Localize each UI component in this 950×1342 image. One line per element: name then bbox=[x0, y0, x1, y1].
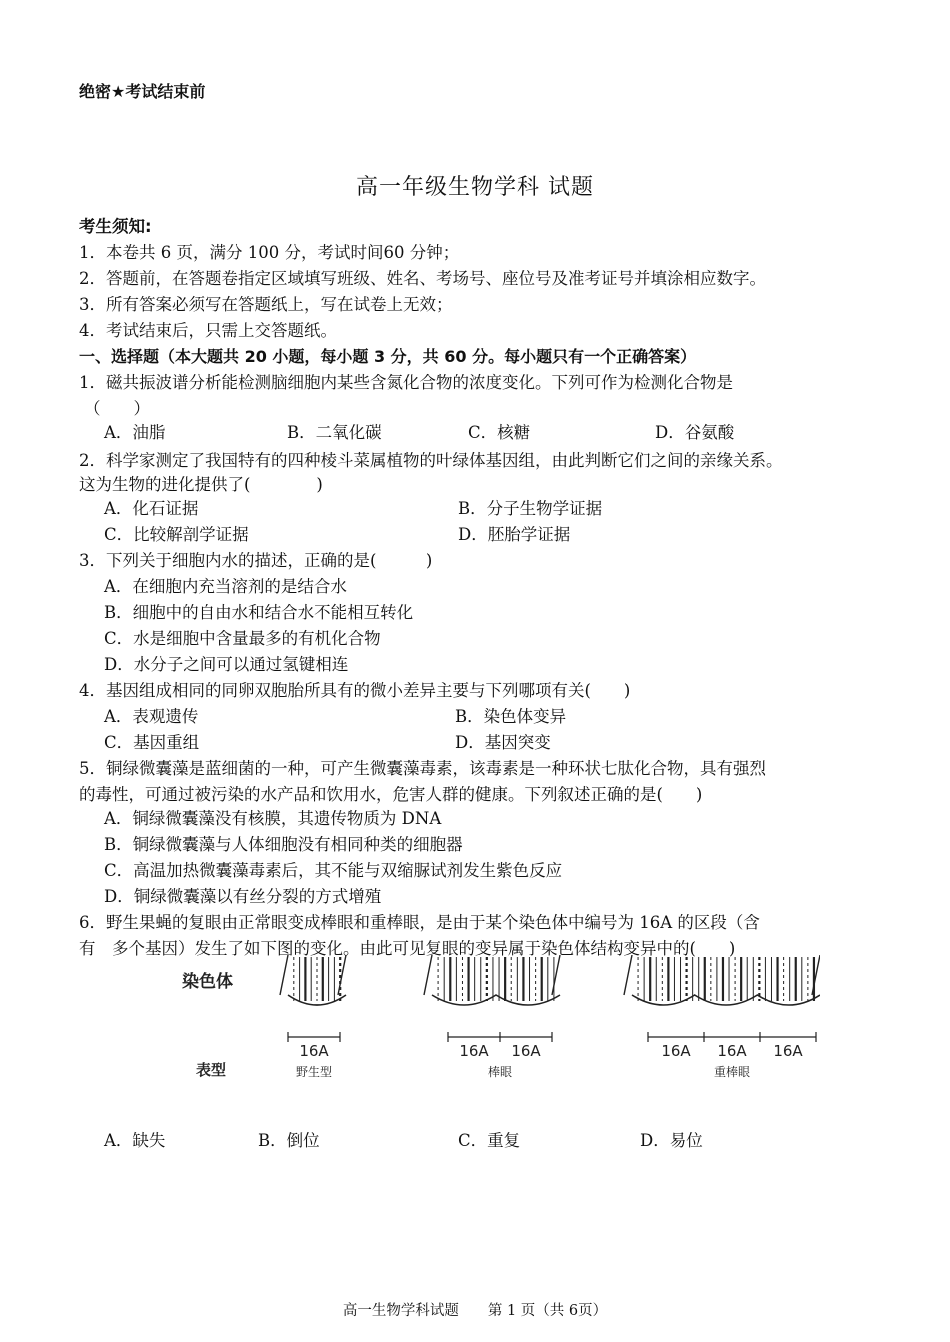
q1-option-a: A．油脂 bbox=[104, 423, 166, 442]
q2-option-b: B．分子生物学证据 bbox=[458, 499, 603, 518]
q6-option-a: A．缺失 bbox=[104, 1131, 166, 1150]
q1-option-c: C．核糖 bbox=[468, 423, 531, 442]
scale-bar-eye bbox=[448, 1032, 552, 1042]
phenotype-bar-eye: 棒眼 bbox=[487, 1065, 513, 1079]
question-2-stem-cont: 这为生物的进化提供了( ) bbox=[79, 475, 323, 494]
question-4-stem: 4．基因组成相同的同卵双胞胎所具有的微小差异主要与下列哪项有关( ) bbox=[79, 681, 631, 700]
q2-option-a: A．化石证据 bbox=[104, 499, 199, 518]
confidential-mark: 绝密★考试结束前 bbox=[79, 82, 206, 101]
question-1-paren: （ ） bbox=[84, 399, 150, 418]
segment-label-16a: 16A bbox=[511, 1042, 541, 1060]
page-footer: 高一生物学科试题 第 1 页（共 6页） bbox=[342, 1303, 608, 1319]
notice-item: 4．考试结束后，只需上交答题纸。 bbox=[79, 321, 337, 340]
scale-wild-type bbox=[288, 1032, 340, 1042]
q1-option-d: D．谷氨酸 bbox=[655, 423, 735, 442]
q6-option-c: C．重复 bbox=[458, 1131, 521, 1150]
q1-option-b: B．二氧化碳 bbox=[287, 423, 382, 442]
chromosome-figure bbox=[180, 955, 820, 1090]
q4-option-d: D．基因突变 bbox=[455, 733, 551, 752]
notice-item: 3．所有答案必须写在答题纸上，写在试卷上无效； bbox=[79, 295, 453, 314]
question-6-stem: 6．野生果蝇的复眼由正常眼变成棒眼和重棒眼，是由于某个染色体中编号为 16A 的区段（含 bbox=[79, 913, 760, 932]
q5-option-d: D．铜绿微囊藻以有丝分裂的方式增殖 bbox=[104, 887, 382, 906]
scale-double-bar-eye bbox=[648, 1032, 816, 1042]
q5-option-c: C．高温加热微囊藻毒素后，其不能与双缩脲试剂发生紫色反应 bbox=[104, 861, 563, 880]
question-3-stem: 3．下列关于细胞内水的描述，正确的是( ) bbox=[79, 551, 433, 570]
notice-heading: 考生须知: bbox=[79, 217, 152, 236]
q2-option-d: D．胚胎学证据 bbox=[458, 525, 571, 544]
segment-label-16a: 16A bbox=[773, 1042, 803, 1060]
question-5-stem-cont: 的毒性，可通过被污染的水产品和饮用水，危害人群的健康。下列叙述正确的是( ) bbox=[79, 785, 703, 804]
question-6-stem-cont: 有 多个基因）发生了如下图的变化。由此可见复眼的变异属于染色体结构变异中的( ) bbox=[79, 939, 736, 958]
q6-option-d: D．易位 bbox=[640, 1131, 703, 1150]
q4-option-b: B．染色体变异 bbox=[455, 707, 567, 726]
chromosome-edge bbox=[552, 955, 560, 995]
chromosome-edge bbox=[624, 955, 632, 995]
phenotype-double-bar-eye: 重棒眼 bbox=[713, 1065, 751, 1079]
figure-row-label-chromosome: 染色体 bbox=[182, 972, 233, 992]
notice-item: 2．答题前，在答题卷指定区域填写班级、姓名、考场号、座位号及准考证号并填涂相应数字。 bbox=[79, 269, 766, 288]
q3-option-b: B．细胞中的自由水和结合水不能相互转化 bbox=[104, 603, 414, 622]
chromosome-band-group bbox=[280, 955, 346, 1005]
chromosome-outline bbox=[632, 995, 820, 1005]
phenotype-wild-type: 野生型 bbox=[295, 1065, 333, 1079]
q3-option-c: C．水是细胞中含量最多的有机化合物 bbox=[104, 629, 381, 648]
question-1-stem: 1．磁共振波谱分析能检测脑细胞内某些含氮化合物的浓度变化。下列可作为检测化合物是 bbox=[79, 373, 733, 392]
chromosome-band-group bbox=[424, 955, 560, 1005]
q3-option-d: D．水分子之间可以通过氢键相连 bbox=[104, 655, 349, 674]
question-2-stem: 2．科学家测定了我国特有的四种棱斗菜属植物的叶绿体基因组，由此判断它们之间的亲缘关系。 bbox=[79, 451, 783, 470]
section-heading: 一、选择题（本大题共 20 小题，每小题 3 分，共 60 分。每小题只有一个正确答案） bbox=[79, 347, 697, 366]
chromosome-drawings bbox=[280, 955, 820, 1005]
notice-item: 1．本卷共 6 页，满分 100 分，考试时间60 分钟； bbox=[79, 243, 460, 262]
q6-option-b: B．倒位 bbox=[258, 1131, 320, 1150]
segment-label-16a: 16A bbox=[717, 1042, 747, 1060]
page-title: 高一年级生物学科 试题 bbox=[356, 175, 594, 200]
figure-row-label-phenotype: 表型 bbox=[196, 1061, 227, 1079]
chromosome-edge bbox=[280, 955, 288, 995]
q5-option-a: A．铜绿微囊藻没有核膜，其遗传物质为 DNA bbox=[104, 809, 442, 828]
q4-option-a: A．表观遗传 bbox=[104, 707, 199, 726]
segment-label-16a: 16A bbox=[459, 1042, 489, 1060]
segment-label-16a: 16A bbox=[661, 1042, 691, 1060]
segment-label-16a: 16A bbox=[299, 1042, 329, 1060]
q3-option-a: A．在细胞内充当溶剂的是结合水 bbox=[104, 577, 347, 596]
q4-option-c: C．基因重组 bbox=[104, 733, 200, 752]
chromosome-band-group bbox=[624, 955, 820, 1005]
chromosome-edge bbox=[424, 955, 432, 995]
question-5-stem: 5．铜绿微囊藻是蓝细菌的一种，可产生微囊藻毒素，该毒素是一种环状七肽化合物，具有强烈 bbox=[79, 759, 766, 778]
q5-option-b: B．铜绿微囊藻与人体细胞没有相同种类的细胞器 bbox=[104, 835, 463, 854]
q2-option-c: C．比较解剖学证据 bbox=[104, 525, 249, 544]
